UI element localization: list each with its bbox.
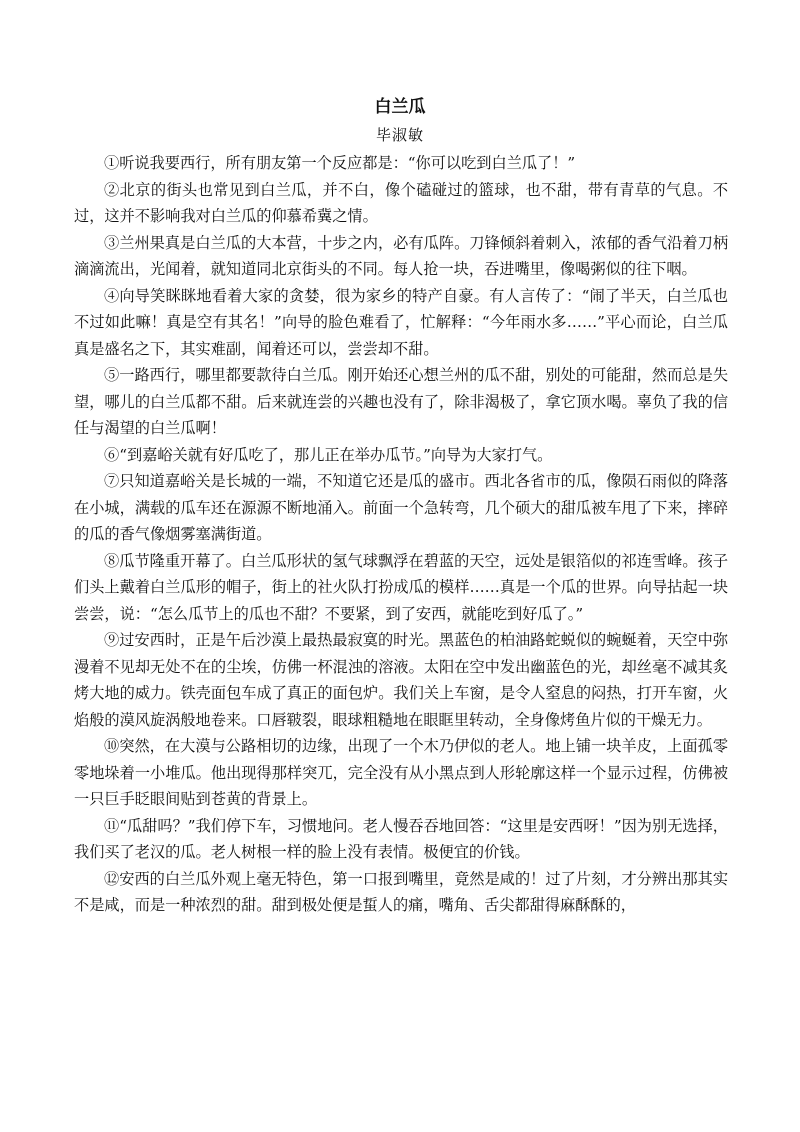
author-name: 毕淑敏 [375, 126, 424, 144]
paragraph-12: ⑫安西的白兰瓜外观上毫无特色，第一口报到嘴里，竟然是咸的！过了片刻，才分辨出那其实不是咸，而是一种浓烈的甜。甜到极处便是蜇人的痛，嘴角、舌尖都甜得麻酥酥的， [74, 869, 728, 914]
paragraph-8: ⑧瓜节隆重开幕了。白兰瓜形状的氢气球飘浮在碧蓝的天空，远处是银箔似的祁连雪峰。孩子们头上戴着白兰瓜形的帽子，街上的社火队打扮成瓜的模样……真是一个瓜的世界。向导拈起一块尝尝，说：“怎么瓜节上的瓜也不甜？不要紧，到了安西，就能吃到好瓜了。” [74, 551, 728, 623]
paragraph-10: ⑩突然，在大漠与公路相切的边缘，出现了一个木乃伊似的老人。地上铺一块羊皮，上面孤零零地垛着一小堆瓜。他出现得那样突兀，完全没有从小黑点到人形轮廓这样一个显示过程，仿佛被一只巨手眨眼间贴到苍黄的背景上。 [74, 737, 728, 808]
paragraph-4: ④向导笑眯眯地看着大家的贪婪，很为家乡的特产自豪。有人言传了：“闹了半天，白兰瓜也不过如此嘛！真是空有其名！”向导的脸色难看了，忙解释：“今年雨水多……”平心而论，白兰瓜真是盛名之下，其实难副，闻着还可以，尝尝却不甜。 [74, 286, 728, 358]
paragraph-6: ⑥“到嘉峪关就有好瓜吃了，那儿正在举办瓜节。”向导为大家打气。 [104, 445, 553, 464]
paragraph-3: ③兰州果真是白兰瓜的大本营，十步之内，必有瓜阵。刀锋倾斜着刺入，浓郁的香气沿着刀柄滴滴流出，光闻着，就知道同北京街头的不同。每人抢一块，吞进嘴里，像喝粥似的往下咽。 [74, 233, 728, 278]
paragraph-7: ⑦只知道嘉峪关是长城的一端，不知道它还是瓜的盛市。西北各省市的瓜，像陨石雨似的降落在小城，满载的瓜车还在源源不断地涌入。前面一个急转弯，几个硕大的甜瓜被车甩了下来，摔碎的瓜的香气像烟雾塞满街道。 [74, 472, 728, 543]
paragraph-9: ⑨过安西时，正是午后沙漠上最热最寂寞的时光。黑蓝色的柏油路蛇蜕似的蜿蜒着，天空中弥漫着不见却无处不在的尘埃，仿佛一杯混浊的溶液。太阳在空中发出幽蓝色的光，却丝毫不减其炙烤大地的威力。铁壳面包车成了真正的面包炉。我们关上车窗，是令人窒息的闷热，打开车窗，火焰般的漠风旋涡般地卷来。口唇皲裂，眼球粗糙地在眼眶里转动，全身像烤鱼片似的干燥无力。 [74, 631, 728, 729]
paragraph-5: ⑤一路西行，哪里都要款待白兰瓜。刚开始还心想兰州的瓜不甜，别处的可能甜，然而总是失望，哪儿的白兰瓜都不甜。后来就连尝的兴趣也没有了，除非渴极了，拿它顶水喝。辜负了我的信任与渴望的白兰瓜啊！ [74, 366, 728, 437]
paragraph-1: ①听说我要西行，所有朋友第一个反应都是：“你可以吃到白兰瓜了！” [104, 154, 576, 172]
essay-body [74, 150, 728, 919]
essay-title: 白兰瓜 [374, 97, 426, 117]
paragraph-2: ②北京的街头也常见到白兰瓜，并不白，像个磕碰过的篮球，也不甜，带有青草的气息。不过，这并不影响我对白兰瓜的仰慕希冀之情。 [74, 180, 728, 225]
paragraph-11: ⑪“瓜甜吗？”我们停下车，习惯地问。老人慢吞吞地回答：“这里是安西呀！”因为别无选择，我们买了老汉的瓜。老人树根一样的脸上没有表情。极便宜的价钱。 [74, 816, 728, 861]
